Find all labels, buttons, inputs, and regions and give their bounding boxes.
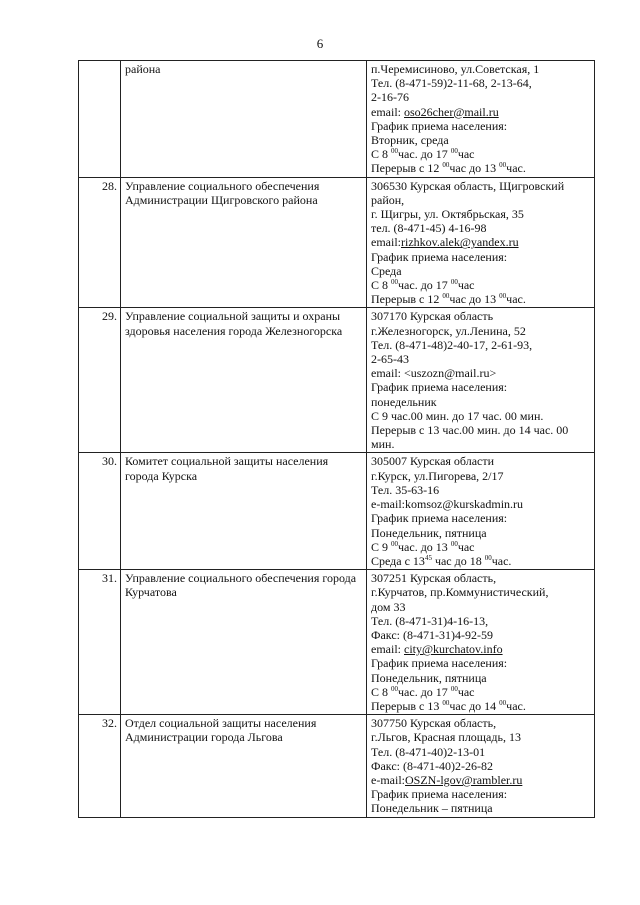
contact-line: График приема населения: — [371, 249, 508, 264]
text-fragment: час. до 17 — [398, 278, 451, 293]
contact-line: г. Щигры, ул. Октябрьская, 35 — [371, 207, 524, 222]
schedule-hours — [371, 278, 591, 292]
office-name: Управление социального обеспечения Администрации Щигровского района — [121, 177, 367, 308]
email-line — [371, 642, 591, 656]
email-line — [371, 235, 591, 249]
time-minutes: 00 — [450, 539, 458, 548]
time-minutes: 00 — [391, 539, 399, 548]
contact-line: Понедельник – пятница — [371, 801, 493, 816]
office-name: Управление социального обеспечения города Курчатова — [121, 570, 367, 715]
text-fragment: час. — [506, 292, 526, 307]
contact-line: Факс: (8-471-40)2-26-82 — [371, 758, 493, 773]
office-name: Отдел социальной защиты населения Администрации города Льгова — [121, 715, 367, 817]
text-fragment: Среда с 13 — [371, 553, 425, 568]
time-minutes: 00 — [442, 292, 450, 301]
text-fragment: час. до 13 — [398, 539, 451, 554]
text-fragment: час до 18 — [431, 553, 485, 568]
table-row — [79, 61, 595, 178]
time-minutes: 00 — [391, 684, 399, 693]
email-link[interactable]: rizhkov.alek@yandex.ru — [401, 235, 519, 250]
contact-line: e-mail:komsoz@kurskadmin.ru — [371, 497, 524, 512]
schedule-hours — [371, 685, 591, 699]
contact-line: 307251 Курская область, — [371, 571, 497, 586]
time-minutes: 00 — [442, 698, 450, 707]
contact-line: район, — [371, 192, 405, 207]
contact-line: С 9 час.00 мин. до 17 час. 00 мин. — [371, 408, 544, 423]
schedule-hours — [371, 540, 591, 554]
contact-line: 2-65-43 — [371, 352, 409, 367]
contact-line: г.Железногорск, ул.Ленина, 52 — [371, 323, 526, 338]
email-label: email: — [371, 642, 404, 657]
contact-line: Среда — [371, 263, 402, 278]
time-minutes: 00 — [391, 278, 399, 287]
office-contacts — [367, 570, 595, 715]
text-fragment: час — [457, 147, 475, 162]
text-fragment: С 9 — [371, 539, 392, 554]
contact-line: 2-16-76 — [371, 90, 409, 105]
office-contacts — [367, 61, 595, 178]
email-line — [371, 105, 591, 119]
time-minutes: 00 — [484, 553, 492, 562]
contact-line: Понедельник, пятница — [371, 525, 487, 540]
email-link[interactable]: oso26cher@mail.ru — [404, 104, 499, 119]
contact-line: 306530 Курская область, Щигровский — [371, 178, 565, 193]
text-fragment: час — [457, 278, 475, 293]
text-fragment: час — [457, 684, 475, 699]
table-row — [79, 715, 595, 817]
text-fragment: час. — [506, 161, 526, 176]
contact-line: п.Черемисиново, ул.Советская, 1 — [371, 62, 540, 76]
contact-line: График приема населения: — [371, 118, 508, 133]
office-name: Управление социальной защиты и охраны здоровья населения города Железногорска — [121, 308, 367, 453]
contact-line: Тел. (8-471-59)2-11-68, 2-13-64, — [371, 76, 532, 91]
email-label: e-mail: — [371, 772, 405, 787]
time-minutes: 00 — [499, 161, 507, 170]
text-fragment: час до 13 — [449, 292, 500, 307]
text-fragment: час — [457, 539, 475, 554]
office-name: района — [121, 61, 367, 178]
text-fragment: час. до 17 — [398, 684, 451, 699]
contact-line: График приема населения: — [371, 787, 508, 802]
office-contacts — [367, 453, 595, 570]
text-fragment: час до 14 — [449, 698, 500, 713]
contact-line: 305007 Курская области — [371, 454, 495, 469]
contact-line: Факс: (8-471-31)4-92-59 — [371, 627, 493, 642]
text-fragment: Перерыв с 13 — [371, 698, 443, 713]
office-contacts — [367, 308, 595, 453]
row-number: 32. — [79, 715, 121, 817]
time-minutes: 00 — [450, 278, 458, 287]
contact-line: Тел. (8-471-31)4-16-13, — [371, 613, 489, 628]
contact-line: Тел. (8-471-48)2-40-17, 2-61-93, — [371, 337, 533, 352]
contact-line: График приема населения: — [371, 656, 508, 671]
page-number: 6 — [316, 36, 324, 51]
text-fragment: С 8 — [371, 278, 392, 293]
table-row — [79, 570, 595, 715]
contact-line: понедельник — [371, 394, 437, 409]
offices-table — [78, 60, 595, 818]
contact-line: Вторник, среда — [371, 133, 449, 148]
contact-line: Тел. (8-471-40)2-13-01 — [371, 744, 486, 759]
schedule-hours — [371, 147, 591, 161]
office-contacts — [367, 177, 595, 308]
contact-line: График приема населения: — [371, 511, 508, 526]
schedule-hours — [371, 699, 591, 713]
text-fragment: Перерыв с 12 — [371, 161, 443, 176]
contact-line: 307170 Курская область — [371, 309, 494, 324]
row-number: 28. — [79, 177, 121, 308]
office-name: Комитет социальной защиты населения города Курска — [121, 453, 367, 570]
row-number: 29. — [79, 308, 121, 453]
text-fragment: час. — [506, 698, 526, 713]
contact-line: г.Льгов, Красная площадь, 13 — [371, 730, 521, 745]
table-row — [79, 177, 595, 308]
time-minutes: 00 — [391, 147, 399, 156]
text-fragment: час до 13 — [449, 161, 500, 176]
time-minutes: 45 — [424, 553, 432, 562]
contact-line: г.Курск, ул.Пигорева, 2/17 — [371, 468, 504, 483]
email-line — [371, 773, 591, 787]
email-label: email: — [371, 235, 401, 250]
contact-line: дом 33 — [371, 599, 406, 614]
row-number — [79, 61, 121, 178]
text-fragment: час. — [491, 553, 512, 568]
contact-line: тел. (8-471-45) 4-16-98 — [371, 221, 487, 236]
contact-line: График приема населения: — [371, 380, 508, 395]
email-label: email: — [371, 104, 404, 119]
table-row — [79, 308, 595, 453]
text-fragment: С 8 — [371, 147, 392, 162]
table-row — [79, 453, 595, 570]
contact-line: г.Курчатов, пр.Коммунистический, — [371, 585, 549, 600]
email-link[interactable]: city@kurchatov.info — [404, 642, 503, 657]
row-number: 30. — [79, 453, 121, 570]
schedule-hours — [371, 554, 591, 568]
row-number: 31. — [79, 570, 121, 715]
text-fragment: С 8 — [371, 684, 392, 699]
office-contacts — [367, 715, 595, 817]
contact-line: Понедельник, пятница — [371, 670, 487, 685]
contact-line: 307750 Курская область, — [371, 716, 497, 731]
text-fragment: Перерыв с 12 — [371, 292, 443, 307]
schedule-hours — [371, 161, 591, 175]
time-minutes: 00 — [450, 147, 458, 156]
time-minutes: 00 — [442, 161, 450, 170]
contact-line: email: <uszozn@mail.ru> — [371, 366, 497, 381]
schedule-hours — [371, 292, 591, 306]
time-minutes: 00 — [450, 684, 458, 693]
time-minutes: 00 — [499, 292, 507, 301]
email-link[interactable]: OSZN-lgov@rambler.ru — [404, 772, 523, 787]
text-fragment: час. до 17 — [398, 147, 451, 162]
contact-line: Перерыв с 13 час.00 мин. до 14 час. 00 мин. — [371, 423, 569, 452]
contact-line: Тел. 35-63-16 — [371, 482, 440, 497]
offices-table-body — [79, 61, 595, 818]
time-minutes: 00 — [499, 698, 507, 707]
